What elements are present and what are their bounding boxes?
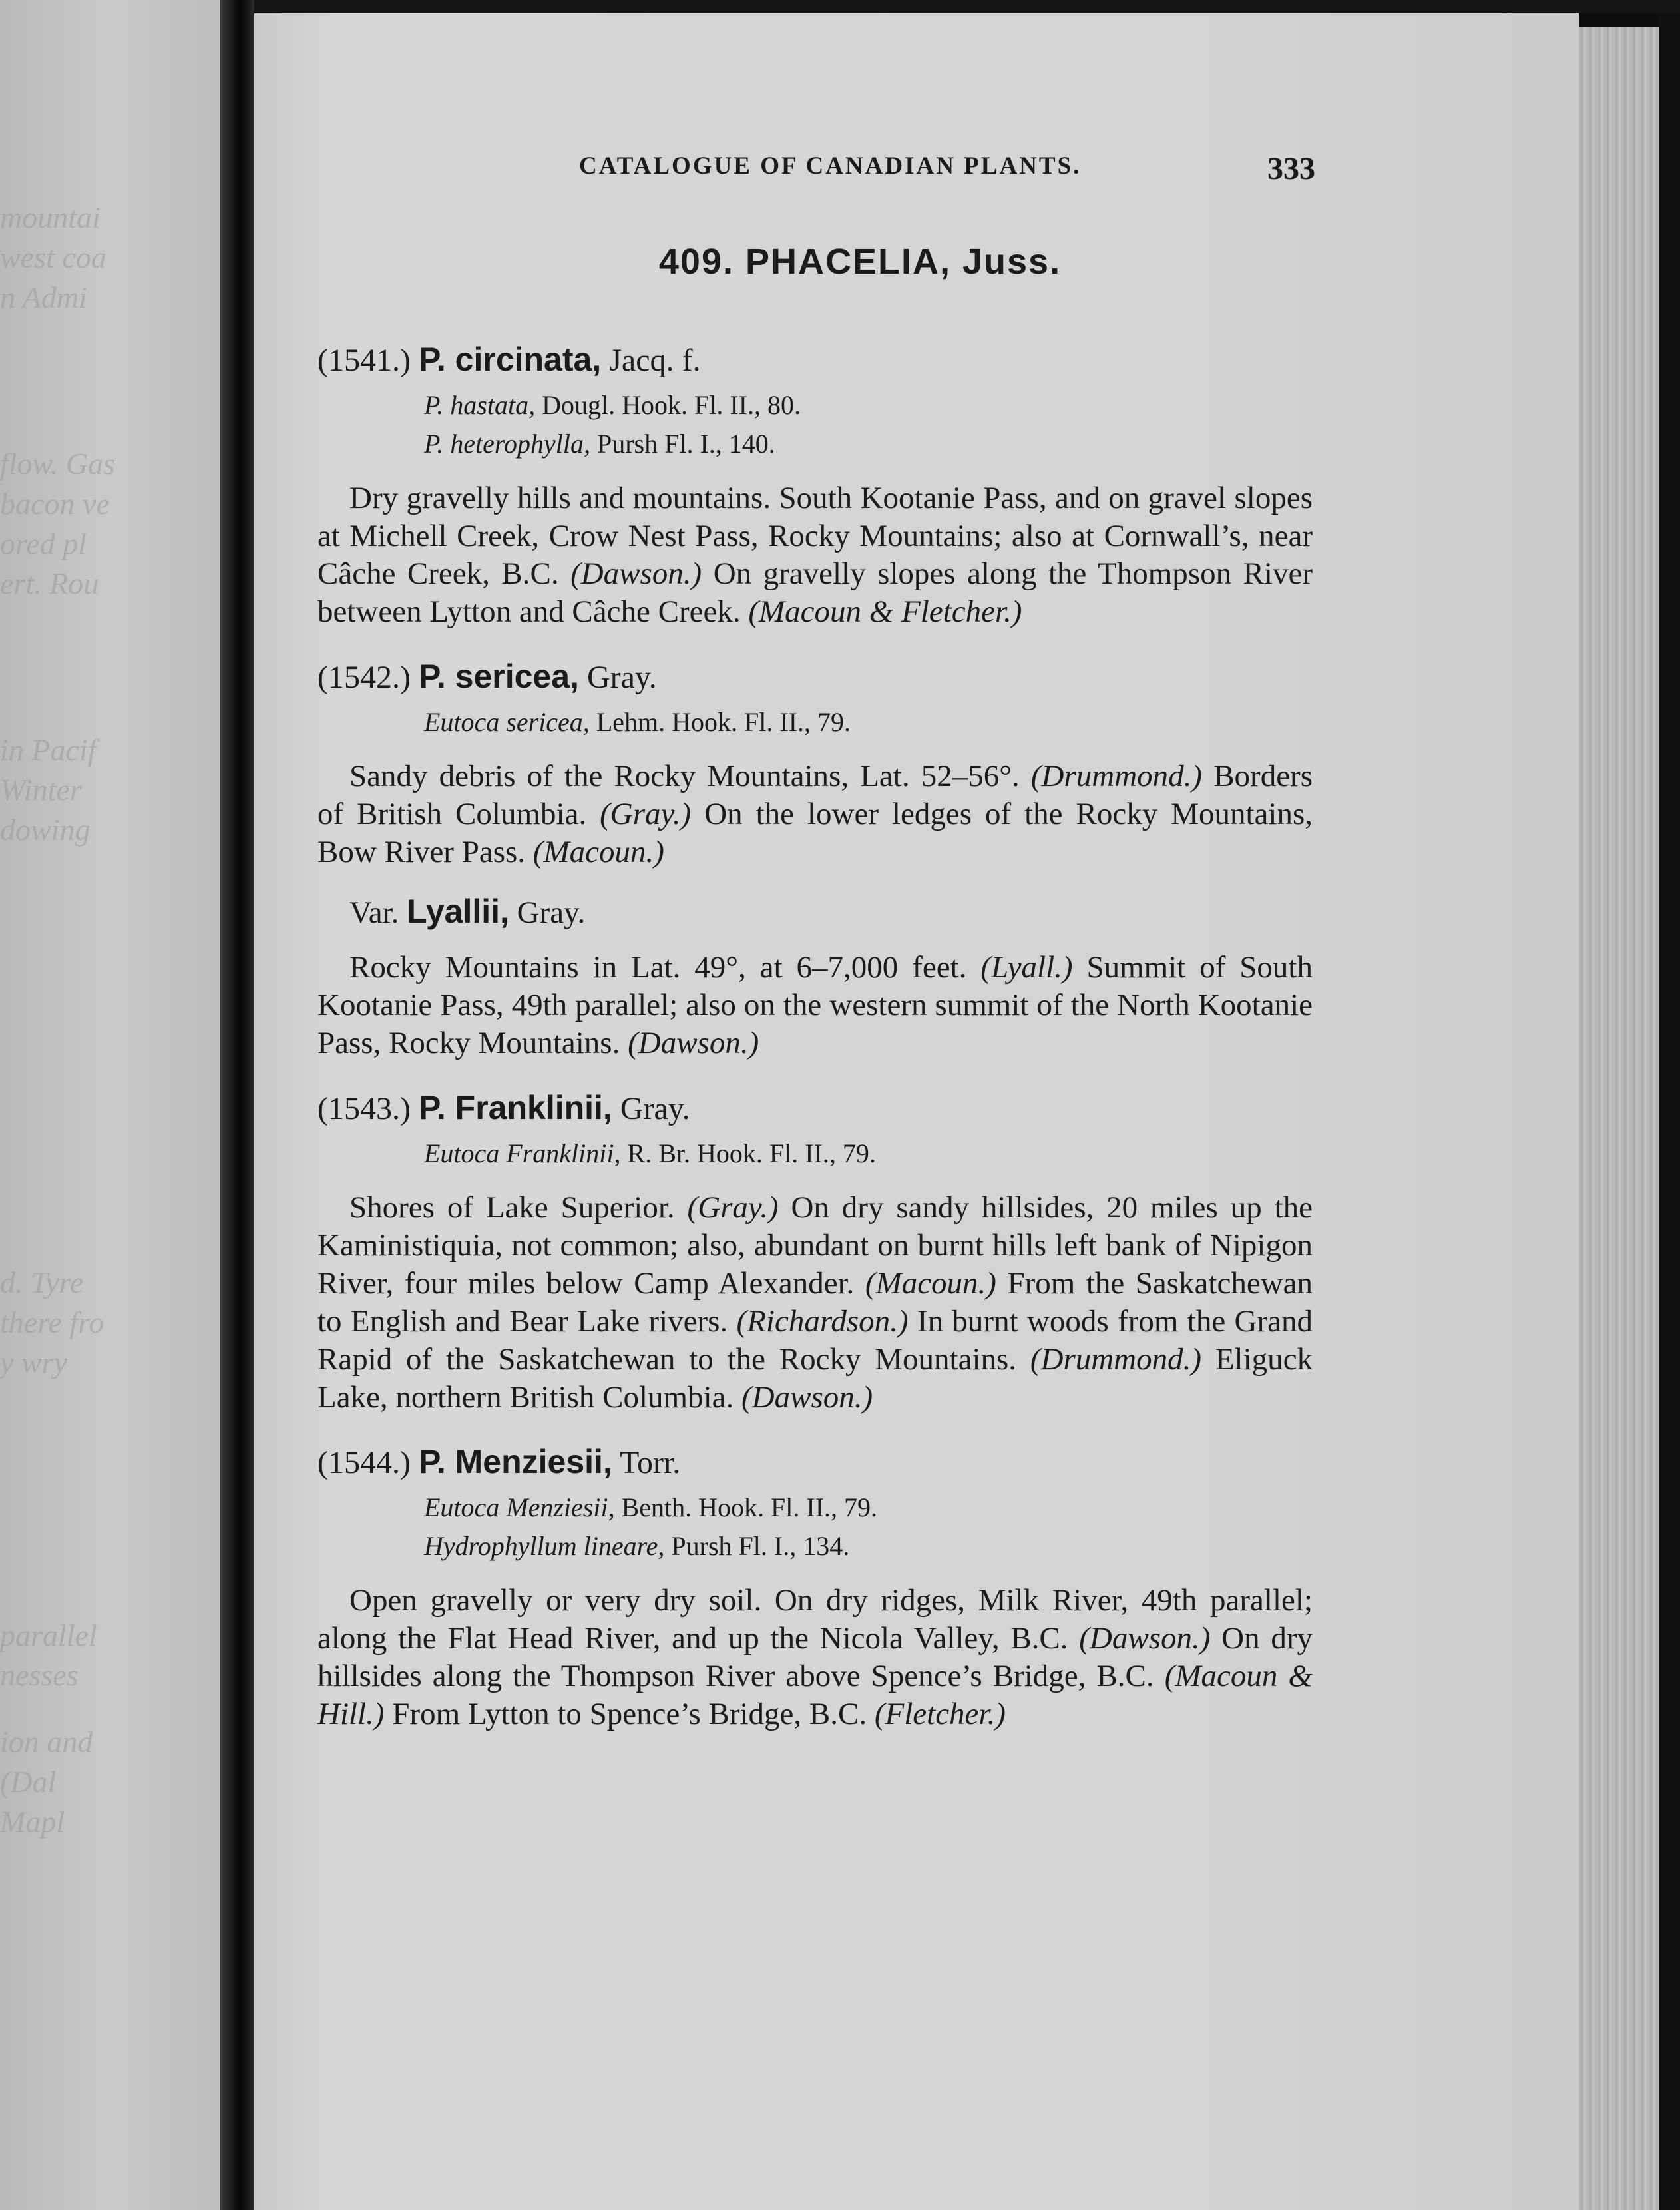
facing-page-text: ion and xyxy=(0,1725,93,1759)
synonym-reference: Dougl. Hook. Fl. II., 80. xyxy=(542,390,801,420)
synonym-name: Eutoca sericea, xyxy=(424,707,590,737)
synonym-reference: Pursh Fl. I., 134. xyxy=(671,1531,850,1561)
facing-page-text: nesses xyxy=(0,1658,79,1692)
description-text: Open gravelly or very dry soil. On dry ridges, Milk River, 49th parallel; along the Flat Head River, and up the Nicola Valley, B.C. xyxy=(317,1583,1313,1656)
species-name: P. circinata, xyxy=(418,341,602,378)
species-heading xyxy=(317,1442,1313,1483)
species-description xyxy=(317,1582,1313,1733)
synonym-name: Hydrophyllum lineare, xyxy=(424,1531,665,1561)
description-text: Dry gravelly hills and mountains. South Kootanie Pass, and on gravel slopes at Michell Creek, Crow Nest Pass, Rocky Mountains; also at Cornwall’s, near Câche Creek, B.C. xyxy=(317,481,1313,591)
synonym-name: P. heterophylla, xyxy=(424,429,590,459)
collector-citation: (Macoun & Hill.) xyxy=(317,1659,1313,1731)
species-name: P. Menziesii, xyxy=(418,1443,612,1480)
species-description xyxy=(317,1189,1313,1417)
synonym-reference: Lehm. Hook. Fl. II., 79. xyxy=(596,707,851,737)
synonym xyxy=(424,1134,1313,1173)
description-text: On dry hillsides along the Thompson River above Spence’s Bridge, B.C. xyxy=(317,1621,1313,1693)
species-entry xyxy=(317,1442,1313,1733)
variety-name: Lyallii, xyxy=(407,893,509,930)
collector-citation: (Dawson.) xyxy=(570,556,702,591)
collector-citation: (Dawson.) xyxy=(1079,1621,1211,1656)
facing-page-fragment xyxy=(0,0,220,2210)
variety-prefix: Var. xyxy=(349,895,399,930)
synonym xyxy=(424,425,1313,463)
collector-citation: (Gray.) xyxy=(687,1190,779,1225)
synonym xyxy=(424,1527,1313,1566)
species-heading xyxy=(317,339,1313,381)
species-number: (1543.) xyxy=(317,1091,411,1126)
facing-page-text: west coa xyxy=(0,240,106,274)
variety-author: Gray. xyxy=(517,895,586,930)
synonym-list xyxy=(424,703,1313,742)
description-text: Eliguck Lake, northern British Columbia. xyxy=(317,1342,1313,1415)
facing-page-text: Mapl xyxy=(0,1805,65,1839)
species-description xyxy=(317,479,1313,631)
collector-citation: (Drummond.) xyxy=(1030,759,1203,793)
description-text: Shores of Lake Superior. xyxy=(349,1190,688,1225)
description-text: On gravelly slopes along the Thompson River between Lytton and Câche Creek. xyxy=(317,556,1313,629)
facing-page-text: parallel xyxy=(0,1618,97,1652)
facing-page-text: Winter xyxy=(0,773,82,807)
variety-heading xyxy=(349,891,1313,933)
collector-citation: (Gray.) xyxy=(600,797,692,831)
facing-page-text: flow. Gas xyxy=(0,447,115,481)
species-name: P. sericea, xyxy=(418,658,579,695)
species-author: Jacq. f. xyxy=(609,343,701,378)
collector-citation: (Fletcher.) xyxy=(874,1697,1006,1731)
synonym-list xyxy=(424,386,1313,463)
description-text: Summit of South Kootanie Pass, 49th parallel; also on the western summit of the North Kootanie Pass, Rocky Mountains. xyxy=(317,950,1313,1060)
synonym xyxy=(424,703,1313,742)
synonym xyxy=(424,386,1313,425)
synonym-name: P. hastata, xyxy=(424,390,536,420)
catalogue-content xyxy=(317,339,1313,1759)
collector-citation: (Drummond.) xyxy=(1030,1342,1202,1377)
facing-page-text: ored pl xyxy=(0,527,87,560)
variety-description xyxy=(317,949,1313,1062)
species-author: Gray. xyxy=(620,1091,690,1126)
facing-page-text: y wry xyxy=(0,1345,67,1379)
facing-page-text: in Pacif xyxy=(0,733,97,767)
synonym-reference: Benth. Hook. Fl. II., 79. xyxy=(621,1492,878,1522)
facing-page-text: there fro xyxy=(0,1305,105,1339)
collector-citation: (Macoun & Fletcher.) xyxy=(748,594,1022,629)
facing-page-text: ert. Rou xyxy=(0,566,99,600)
facing-page-text: (Dal xyxy=(0,1765,57,1799)
facing-page-text: d. Tyre xyxy=(0,1265,84,1299)
description-text: Rocky Mountains in Lat. 49°, at 6–7,000 feet. xyxy=(349,950,981,985)
page-number: 333 xyxy=(1267,151,1315,186)
synonym-list xyxy=(424,1488,1313,1566)
species-entry xyxy=(317,1088,1313,1417)
synonym-reference: Pursh Fl. I., 140. xyxy=(596,429,775,459)
synonym-name: Eutoca Franklinii, xyxy=(424,1138,621,1168)
collector-citation: (Lyall.) xyxy=(980,950,1073,985)
facing-page-text: bacon ve xyxy=(0,487,110,521)
collector-citation: (Dawson.) xyxy=(741,1380,873,1415)
synonym-reference: R. Br. Hook. Fl. II., 79. xyxy=(627,1138,876,1168)
collector-citation: (Dawson.) xyxy=(628,1026,759,1060)
book-gutter xyxy=(220,0,254,2210)
background-edge xyxy=(254,0,1680,13)
facing-page-text: n Admi xyxy=(0,280,87,314)
description-text: On the lower ledges of the Rocky Mountains, Bow River Pass. xyxy=(317,797,1313,869)
species-number: (1542.) xyxy=(317,660,411,695)
description-text: Sandy debris of the Rocky Mountains, Lat. 52–56°. xyxy=(349,759,1031,793)
species-name: P. Franklinii, xyxy=(418,1089,612,1126)
species-author: Torr. xyxy=(619,1445,681,1480)
species-number: (1541.) xyxy=(317,343,411,378)
species-heading xyxy=(317,656,1313,698)
synonym-list xyxy=(424,1134,1313,1173)
page-edges xyxy=(1579,27,1659,2210)
background-edge xyxy=(1659,0,1680,2210)
species-heading xyxy=(317,1088,1313,1129)
species-number: (1544.) xyxy=(317,1445,411,1480)
description-text: In burnt woods from the Grand Rapid of the Saskatchewan to the Rocky Mountains. xyxy=(317,1304,1313,1377)
description-text: Borders of British Columbia. xyxy=(317,759,1313,831)
facing-page-text: dowing xyxy=(0,813,91,847)
species-entry xyxy=(317,339,1313,631)
collector-citation: (Macoun.) xyxy=(532,835,664,869)
running-head-title: CATALOGUE OF CANADIAN PLANTS. xyxy=(579,152,1082,180)
genus-heading: 409. PHACELIA, Juss. xyxy=(658,242,1062,282)
collector-citation: (Richardson.) xyxy=(736,1304,909,1339)
description-text: From Lytton to Spence’s Bridge, B.C. xyxy=(384,1697,875,1731)
species-author: Gray. xyxy=(586,660,657,695)
species-entry xyxy=(317,656,1313,1062)
synonym xyxy=(424,1488,1313,1527)
description-text: From the Saskatchewan to English and Bear Lake rivers. xyxy=(317,1266,1313,1339)
synonym-name: Eutoca Menziesii, xyxy=(424,1492,615,1522)
species-description xyxy=(317,758,1313,871)
collector-citation: (Macoun.) xyxy=(865,1266,996,1301)
description-text: On dry sandy hillsides, 20 miles up the Kaministiquia, not common; also, abundant on burnt hills left bank of Nipigon River, four miles below Camp Alexander. xyxy=(317,1190,1313,1301)
facing-page-text: mountai xyxy=(0,200,101,234)
